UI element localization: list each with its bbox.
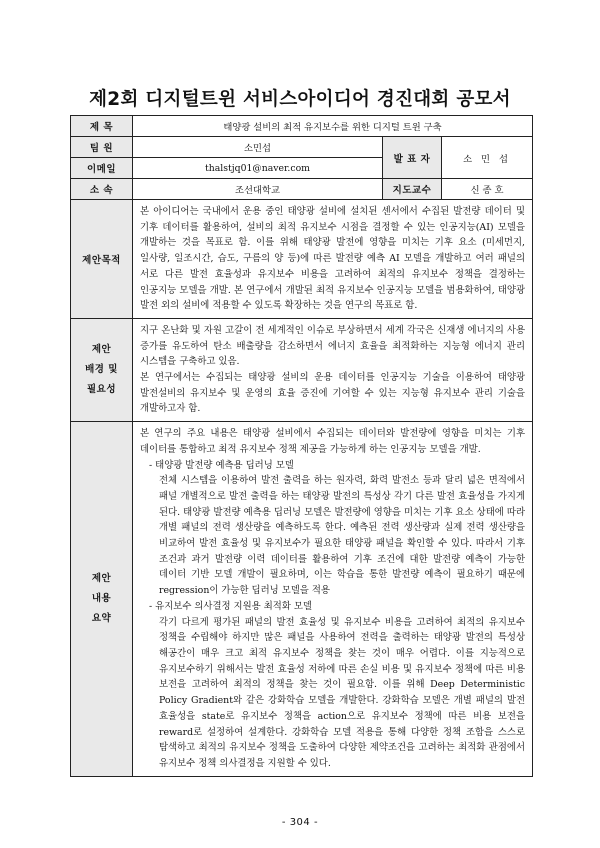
- document-title: 제2회 디지털트윈 서비스아이디어 경진대회 공모서: [89, 89, 511, 110]
- email-value: thalstjq01@naver.com: [133, 158, 383, 179]
- presenter-label: 발 표 자: [383, 137, 442, 179]
- purpose-paragraph: 본 아이디어는 국내에서 운용 중인 태양광 설비에 설치된 센서에서 수집된 발전량 데이터 및 기후 데이터를 활용하여, 설비의 최적 유지보수 시점을 결정할 수 있는 인공지능(AI) 모델을 개발하는 것을 목표로 함. 이를 위해 태양광 발전에 영향을 미치는 기후 요소 (미세먼지, 일사량, 일조시간, 습도, 구름의 양 등)에 따른 발전량 예측 AI 모델을 개발하고 여러 패널의 서로 다른 발전 효율성과 유지보수 비용을 고려하여 최적의 유지보수 정책을 결정하는 인공지능 모델을 개발. 본 연구에서 개발된 최적 유지보수 인공지능 모델을 범용화하여, 태양광 발전 외의 설비에 적용할 수 있도록 확장하는 것을 연구의 목표로 함.: [140, 206, 526, 312]
- team-row: [71, 137, 533, 158]
- summary-text: [133, 422, 533, 776]
- background-label-line: 필요성: [86, 384, 117, 396]
- purpose-label: 제안목적: [71, 200, 133, 319]
- background-paragraph: 본 연구에서는 수집되는 태양광 설비의 운용 데이터를 인공지능 기술을 이용하여 태양광 발전설비의 유지보수 및 운영의 효율 증진에 기여할 수 있는 지능형 유지보수 관리 기술을 개발하고자 함.: [140, 372, 526, 415]
- affiliation-label: 소 속: [71, 179, 133, 200]
- purpose-row: [71, 200, 533, 319]
- summary-item-text: 전체 시스템을 이용하여 발전 출력을 하는 원자력, 화력 발전소 등과 달리 넓은 면적에서 패널 개별적으로 발전 출력을 하는 태양광 발전의 특성상 각기 다른 발전 효율성을 가지게 된다. 태양광 발전량 예측용 딥러닝 모델은 발전량에 영향을 미치는 기후 요소 상태에 따라 개별 패널의 전력 생산량을 예측하도록 한다. 예측된 전력 생산량과 실제 전력 생산량을 비교하여 발전 효율성 및 유지보수가 필요한 태양광 패널을 확인할 수 있다. 따라서 기후 조건과 과거 발전량 이력 데이터를 활용하여 기후 조건에 대한 발전량 예측이 가능한 데이터 기반 모델 개발이 필요하며, 이는 학습을 통한 발전량 예측이 필요하기 때문에 regression이 가능한 딥러닝 모델을 적용: [159, 475, 526, 597]
- summary-intro: 본 연구의 주요 내용은 태양광 설비에서 수집되는 데이터와 발전량에 영향을 미치는 기후 데이터를 통합하고 최적 유지보수 정책 제공을 가능하게 하는 인공지능 모델을 개발.: [140, 428, 526, 455]
- affiliation-row: [71, 179, 533, 200]
- email-label: 이메일: [71, 158, 133, 179]
- presenter-value: 소 민 섭: [442, 137, 533, 179]
- page-number: - 304 -: [281, 817, 319, 828]
- proposal-form-table: [70, 115, 533, 777]
- background-label-line: 제안: [91, 344, 112, 356]
- summary-item-heading: - 태양광 발전량 예측용 딥러닝 모델: [149, 459, 294, 471]
- summary-label: [71, 422, 133, 776]
- summary-item-heading: - 유지보수 의사결정 지원용 최적화 모델: [149, 600, 312, 612]
- summary-label-line: 내용: [91, 592, 112, 604]
- summary-label-line: 제안: [91, 572, 112, 584]
- background-label-line: 배경 및: [85, 364, 118, 376]
- affiliation-value: 조선대학교: [133, 179, 383, 200]
- summary-label-line: 요약: [91, 612, 112, 624]
- team-label: 팀 원: [71, 137, 133, 158]
- background-row: [71, 318, 533, 421]
- summary-item-text: 각기 다르게 평가된 패널의 발전 효율성 및 유지보수 비용을 고려하여 최적의 유지보수 정책을 수립해야 하지만 많은 패널을 사용하여 전력을 출력하는 태양광 발전의 특성상 해공간이 매우 크고 최적 유지보수 정책을 찾는 것이 매우 어렵다. 이를 지능적으로 유지보수하기 위해서는 발전 효율성 저하에 따른 손실 비용 및 유지보수 정책에 따른 비용 보전을 고려하여 최적의 정책을 찾는 것이 필요함. 이를 위해 Deep Deterministic Policy Gradient와 같은 강화학습 모델을 개발한다. 강화학습 모델은 개별 패널의 발전 효율성을 state로 유지보수 정책을 action으로 유지보수 정책에 따른 비용 보전을 reward로 설정하여 설계한다. 강화학습 모델 적용을 통해 다양한 정책 조합을 스스로 탐색하고 최적의 유지보수 정책을 도출하여 다양한 제약조건을 고려하는 최적화 관점에서 유지보수 정책 의사결정을 지원할 수 있다.: [159, 616, 526, 769]
- subject-label: 제 목: [71, 116, 133, 137]
- background-text: [133, 318, 533, 421]
- subject-row: [71, 116, 533, 137]
- summary-row: [71, 422, 533, 776]
- purpose-text: [133, 200, 533, 319]
- team-value: 소민섭: [133, 137, 383, 158]
- advisor-value: 신 종 호: [442, 179, 533, 200]
- advisor-label: 지도교수: [383, 179, 442, 200]
- background-paragraph: 지구 온난화 및 자원 고갈이 전 세계적인 이슈로 부상하면서 세계 각국은 신재생 에너지의 사용 증가를 유도하여 탄소 배출량을 감소하면서 에너지 효율을 최적화하는 지능형 에너지 관리 시스템을 구축하고 있음.: [140, 324, 526, 368]
- background-label: [71, 318, 133, 421]
- subject-value: 태양광 설비의 최적 유지보수를 위한 디지털 트윈 구축: [133, 116, 533, 137]
